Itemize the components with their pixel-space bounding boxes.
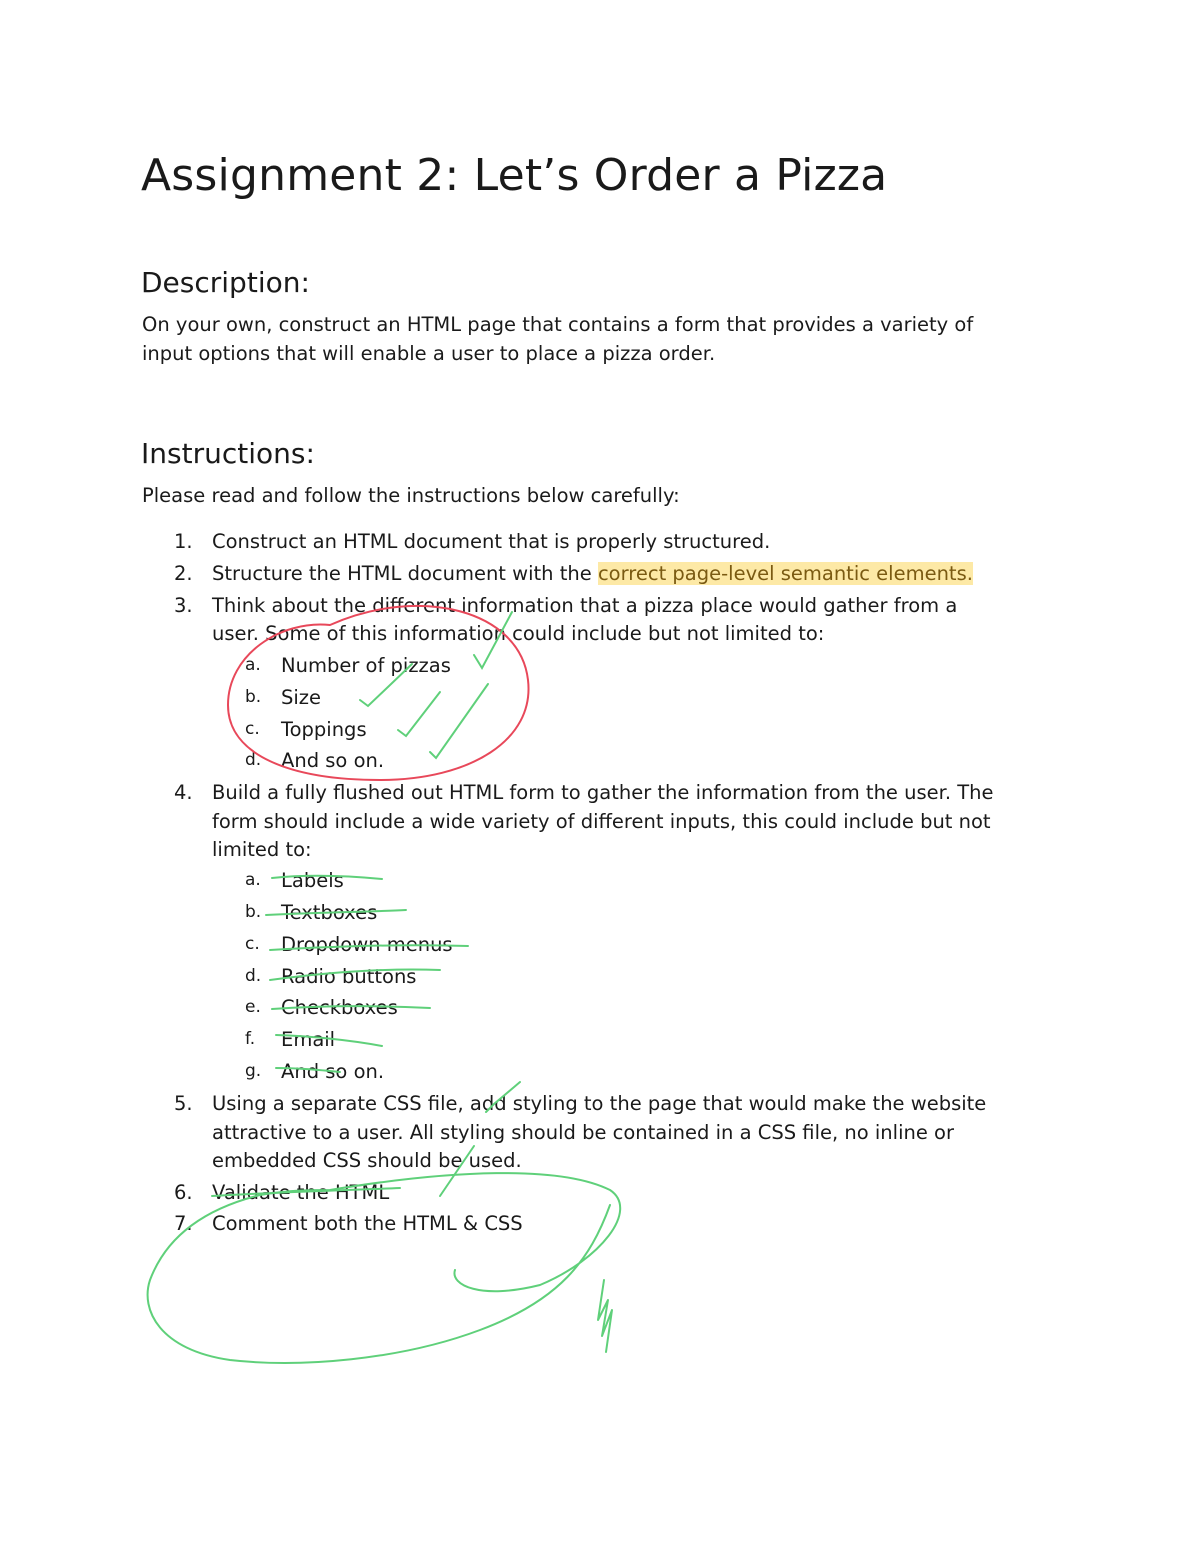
list-item-text-plain: Structure the HTML document with the [212, 562, 598, 585]
list-item-text: attractive to a user. All styling should be contained in a CSS file, no inline or [212, 1121, 954, 1144]
sub-item-text: Labels [281, 869, 344, 892]
sub-item-letter: d. [245, 966, 262, 986]
list-item-text: Comment both the HTML & CSS [212, 1212, 523, 1235]
description-heading: Description: [141, 266, 310, 299]
list-item-text: form should include a wide variety of different inputs, this could include but not [212, 810, 991, 833]
list-item-text: Construct an HTML document that is properly structured. [212, 530, 771, 553]
sub-item-letter: c. [245, 934, 260, 954]
sub-item-text: And so on. [281, 749, 385, 772]
list-item-text [212, 559, 973, 588]
document-title: Assignment 2: Let’s Order a Pizza [141, 150, 888, 201]
list-number: 5. [174, 1092, 193, 1115]
list-number: 4. [174, 781, 193, 804]
sub-item-letter: b. [245, 902, 262, 922]
sub-item-letter: a. [245, 870, 261, 890]
sub-item-letter: c. [245, 719, 260, 739]
description-text [142, 310, 1042, 368]
list-number: 6. [174, 1181, 193, 1204]
instructions-intro: Please read and follow the instructions below carefully: [142, 484, 680, 507]
list-item-text: user. Some of this information could include but not limited to: [212, 622, 825, 645]
list-number: 3. [174, 594, 193, 617]
list-number: 1. [174, 530, 193, 553]
sub-item-letter: d. [245, 750, 262, 770]
list-item-text: Think about the different information that a pizza place would gather from a [212, 594, 958, 617]
sub-item-text: Checkboxes [281, 996, 398, 1019]
sub-item-text: Email [281, 1028, 336, 1051]
green-check-annotation [398, 692, 440, 736]
instructions-heading: Instructions: [141, 437, 315, 470]
green-check-annotation [430, 684, 488, 758]
sub-item-text: Size [281, 686, 322, 709]
list-item-text: Validate the HTML [212, 1181, 390, 1204]
list-number: 7. [174, 1212, 193, 1235]
green-score-mark [598, 1280, 612, 1352]
description-line-1: On your own, construct an HTML page that contains a form that provides a variety of [142, 313, 974, 336]
list-item-text: Build a fully flushed out HTML form to gather the information from the user. The [212, 781, 994, 804]
sub-item-letter: b. [245, 687, 262, 707]
sub-item-text: Toppings [281, 718, 367, 741]
sub-item-letter: a. [245, 655, 261, 675]
sub-item-letter: e. [245, 997, 261, 1017]
list-item-text: limited to: [212, 838, 312, 861]
sub-item-text: Textboxes [281, 901, 378, 924]
sub-item-letter: g. [245, 1061, 262, 1081]
description-line-2: input options that will enable a user to place a pizza order. [142, 342, 716, 365]
highlighted-text: correct page-level semantic elements. [597, 562, 973, 585]
list-number: 2. [174, 562, 193, 585]
sub-item-text: Dropdown menus [281, 933, 453, 956]
sub-item-text: And so on. [281, 1060, 385, 1083]
list-item-text: Using a separate CSS file, add styling to the page that would make the website [212, 1092, 987, 1115]
list-item-text: embedded CSS should be used. [212, 1149, 522, 1172]
sub-item-text: Number of pizzas [281, 654, 451, 677]
sub-item-letter: f. [245, 1029, 256, 1049]
sub-item-text: Radio buttons [281, 965, 417, 988]
